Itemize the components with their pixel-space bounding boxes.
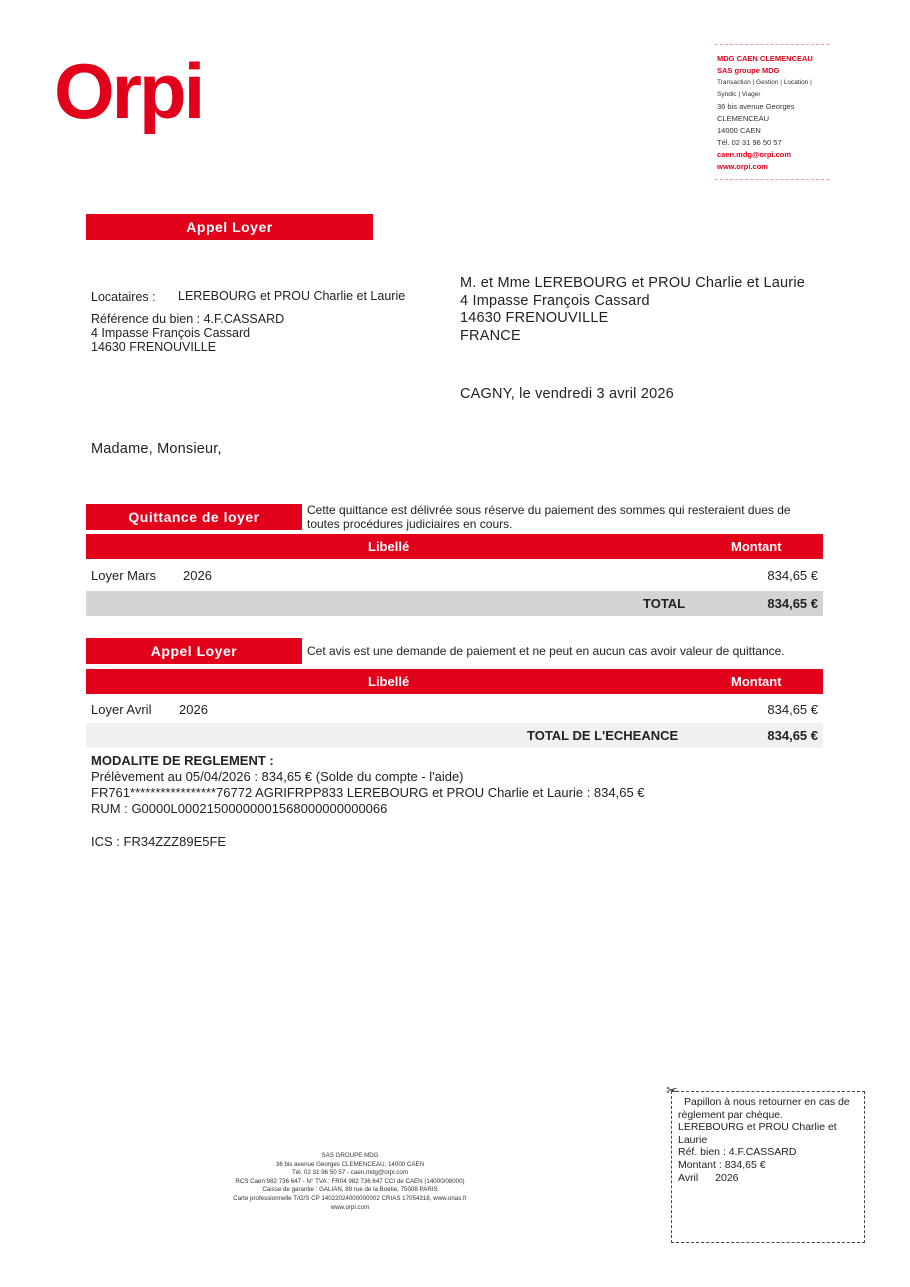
recipient-name: M. et Mme LEREBOURG et PROU Charlie et Laurie bbox=[460, 275, 806, 291]
quittance-row-year: 2026 bbox=[183, 568, 212, 583]
appel-col-montant: Montant bbox=[731, 674, 782, 689]
quittance-table-header bbox=[86, 534, 823, 559]
agency-name: MDG CAEN CLEMENCEAU bbox=[717, 54, 813, 63]
document-title: Appel Loyer bbox=[186, 219, 273, 235]
payment-terms bbox=[91, 753, 645, 817]
quittance-row-label: Loyer Mars bbox=[91, 568, 157, 583]
quittance-total-row bbox=[86, 591, 823, 616]
quittance-col-montant: Montant bbox=[731, 539, 782, 554]
agency-street: 36 bis avenue Georges CLEMENCEAU bbox=[717, 102, 795, 123]
payment-line-iban: FR761*****************76772 AGRIFRPP833 LEREBOURG et PROU Charlie et Laurie : 834,65 € bbox=[91, 785, 645, 800]
logo-text: Orpi bbox=[54, 47, 203, 135]
quittance-col-libelle: Libellé bbox=[368, 539, 410, 554]
property-address-street: 4 Impasse François Cassard bbox=[91, 326, 251, 340]
quittance-note: Cette quittance est délivrée sous réserve du paiement des sommes qui resteraient dues de toutes procédures judiciaires en cours. bbox=[307, 503, 791, 531]
appel-total-row bbox=[86, 723, 823, 748]
slip-tenant: LEREBOURG et PROU Charlie et Laurie bbox=[678, 1121, 837, 1146]
slip-year: 2026 bbox=[715, 1171, 739, 1184]
payment-ics: ICS : FR34ZZZ89E5FE bbox=[91, 834, 227, 849]
legal-footer bbox=[200, 1152, 500, 1212]
slip-period bbox=[678, 1172, 858, 1185]
tenant-label: Locataires : bbox=[91, 290, 156, 304]
agency-website: www.orpi.com bbox=[717, 162, 768, 171]
quittance-total-amount: 834,65 € bbox=[767, 596, 818, 611]
scissors-icon: ✂ bbox=[666, 1082, 678, 1098]
appel-col-libelle: Libellé bbox=[368, 674, 410, 689]
appel-title: Appel Loyer bbox=[150, 643, 238, 659]
appel-row bbox=[86, 697, 823, 722]
property-reference: Référence du bien : 4.F.CASSARD bbox=[91, 312, 285, 326]
appel-table-header bbox=[86, 669, 823, 694]
agency-email: caen.mdg@orpi.com bbox=[717, 150, 791, 159]
agency-services: Transaction | Gestion | Location | Syndic | Viager bbox=[717, 79, 812, 98]
footer-address: 36 bis avenue Georges CLEMENCEAU, 14000 CAEN bbox=[275, 1160, 425, 1168]
recipient-address bbox=[460, 275, 805, 345]
slip-reference: Réf. bien : 4.F.CASSARD bbox=[678, 1146, 797, 1159]
return-slip bbox=[671, 1091, 865, 1243]
date-line: CAGNY, le vendredi 3 avril 2026 bbox=[460, 386, 674, 402]
recipient-city: 14630 FRENOUVILLE bbox=[460, 310, 609, 326]
agency-info bbox=[715, 44, 829, 180]
slip-month: Avril bbox=[678, 1171, 699, 1184]
property-address-city: 14630 FRENOUVILLE bbox=[91, 340, 217, 354]
agency-city: 14000 CAEN bbox=[717, 126, 761, 135]
tenant-names: LEREBOURG et PROU Charlie et Laurie bbox=[178, 289, 406, 303]
quittance-title-bar bbox=[86, 504, 302, 530]
appel-row-label: Loyer Avril bbox=[91, 702, 152, 717]
quittance-total-label: TOTAL bbox=[643, 596, 686, 611]
appel-row-amount: 834,65 € bbox=[767, 702, 818, 717]
agency-group: SAS groupe MDG bbox=[717, 66, 780, 75]
footer-company: SAS GROUPE MDG bbox=[321, 1152, 379, 1159]
appel-total-amount: 834,65 € bbox=[767, 728, 818, 743]
quittance-row bbox=[86, 563, 823, 588]
recipient-country: FRANCE bbox=[460, 327, 521, 344]
appel-row-year: 2026 bbox=[179, 702, 208, 717]
quittance-title: Quittance de loyer bbox=[128, 509, 260, 525]
footer-rcs: RCS Caen 982 736 647 - N° TVA : FR04 982 736 647 CCI de CAEN (14000/08000) bbox=[235, 1177, 465, 1185]
payment-line-rum: RUM : G0000L00021500000001568000000000066 bbox=[91, 801, 388, 816]
appel-title-bar bbox=[86, 638, 302, 664]
payment-line-debit: Prélèvement au 05/04/2026 : 834,65 € (Solde du compte - l'aide) bbox=[91, 769, 464, 784]
appel-total-label: TOTAL DE L'ECHEANCE bbox=[527, 728, 679, 743]
document-title-bar bbox=[86, 214, 373, 240]
agency-phone: Tél. 02 31 96 50 57 bbox=[717, 138, 782, 147]
footer-website: www.orpi.com bbox=[330, 1203, 370, 1211]
quittance-row-amount: 834,65 € bbox=[767, 568, 818, 583]
footer-contact: Tél. 02 31 96 50 57 - caen.mdg@orpi.com bbox=[291, 1169, 408, 1177]
salutation: Madame, Monsieur, bbox=[91, 441, 222, 457]
recipient-street: 4 Impasse François Cassard bbox=[460, 292, 650, 309]
footer-guarantee: Caisse de garantie : GALIAN, 89 rue de la Boétie, 75008 PARIS bbox=[262, 1186, 438, 1194]
footer-license: Carte professionnelle T/G/S CP 14022024000000002 CRIAS 17054318, www.orias.fr bbox=[233, 1194, 467, 1202]
appel-note: Cet avis est une demande de paiement et ne peut en aucun cas avoir valeur de quittance. bbox=[307, 644, 785, 658]
orpi-logo bbox=[44, 46, 234, 154]
payment-terms-title: MODALITE DE REGLEMENT : bbox=[91, 753, 274, 768]
slip-instruction: Papillon à nous retourner en cas de règlement par chèque. bbox=[678, 1096, 850, 1121]
slip-amount: Montant : 834,65 € bbox=[678, 1158, 766, 1171]
